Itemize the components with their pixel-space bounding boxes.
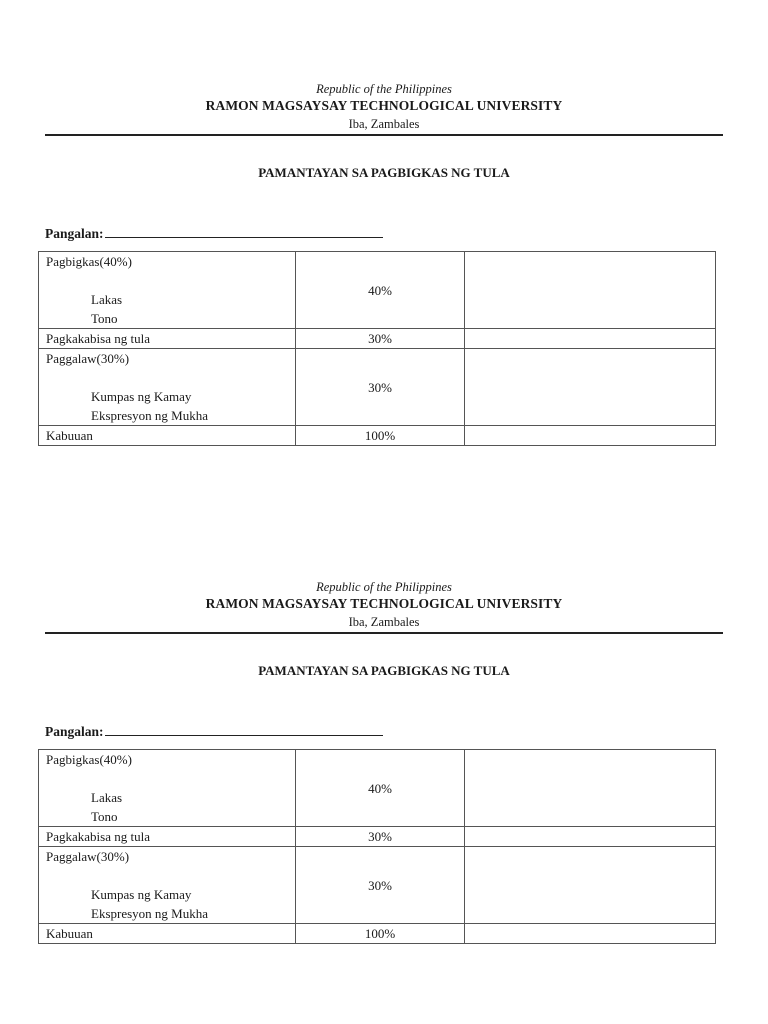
weight-cell: 100% [296,924,465,944]
document-title: PAMANTAYAN SA PAGBIGKAS NG TULA [258,165,510,180]
sub-criterion: Kumpas ng Kamay [91,887,192,902]
header-divider [45,632,723,634]
university-location: Iba, Zambales [348,615,420,629]
name-label: Pangalan: [45,724,104,739]
sub-criterion: Lakas [91,790,123,805]
score-cell[interactable] [465,329,716,349]
table-row [39,924,716,944]
republic-label: Republic of the Philippines [316,580,452,594]
criterion-label: Pagbigkas(40%) [46,752,132,767]
sub-criterion: Tono [91,809,118,824]
table-row [39,329,716,349]
table-row [39,827,716,847]
republic-label: Republic of the Philippines [316,82,452,96]
weight-cell: 40% [296,252,465,329]
university-name: RAMON MAGSAYSAY TECHNOLOGICAL UNIVERSITY [205,98,563,113]
score-cell[interactable] [465,847,716,924]
score-cell[interactable] [465,252,716,329]
score-cell[interactable] [465,827,716,847]
name-field-row [45,721,383,740]
weight-cell: 30% [296,349,465,426]
criterion-label: Pagbigkas(40%) [46,254,132,269]
sub-criterion: Ekspresyon ng Mukha [91,906,208,921]
table-row [39,349,716,426]
weight-cell: 30% [296,827,465,847]
document-title: PAMANTAYAN SA PAGBIGKAS NG TULA [258,663,510,678]
criterion-cell [39,252,296,329]
rubric-form-1 [0,0,768,443]
score-cell[interactable] [465,426,716,446]
table-row [39,847,716,924]
criterion-cell [39,349,296,426]
sub-criterion: Lakas [91,292,123,307]
rubric-table [38,749,716,944]
criterion-cell: Pagkakabisa ng tula [39,827,296,847]
sub-criterion: Kumpas ng Kamay [91,389,192,404]
university-name: RAMON MAGSAYSAY TECHNOLOGICAL UNIVERSITY [205,596,563,611]
criterion-label: Paggalaw(30%) [46,849,130,864]
name-blank-line[interactable] [105,223,383,238]
criterion-cell: Kabuuan [39,924,296,944]
criterion-label: Paggalaw(30%) [46,351,130,366]
sub-criterion: Ekspresyon ng Mukha [91,408,208,423]
weight-cell: 100% [296,426,465,446]
weight-cell: 40% [296,750,465,827]
weight-cell: 30% [296,847,465,924]
table-row [39,750,716,827]
university-location: Iba, Zambales [348,117,420,131]
name-blank-line[interactable] [105,721,383,736]
criterion-cell: Kabuuan [39,426,296,446]
score-cell[interactable] [465,924,716,944]
sub-criterion: Tono [91,311,118,326]
criterion-cell [39,750,296,827]
score-cell[interactable] [465,349,716,426]
rubric-table [38,251,716,446]
name-field-row [45,223,383,242]
table-row [39,252,716,329]
weight-cell: 30% [296,329,465,349]
rubric-form-2 [0,498,768,941]
table-row [39,426,716,446]
criterion-cell [39,847,296,924]
score-cell[interactable] [465,750,716,827]
header-divider [45,134,723,136]
name-label: Pangalan: [45,226,104,241]
criterion-cell: Pagkakabisa ng tula [39,329,296,349]
